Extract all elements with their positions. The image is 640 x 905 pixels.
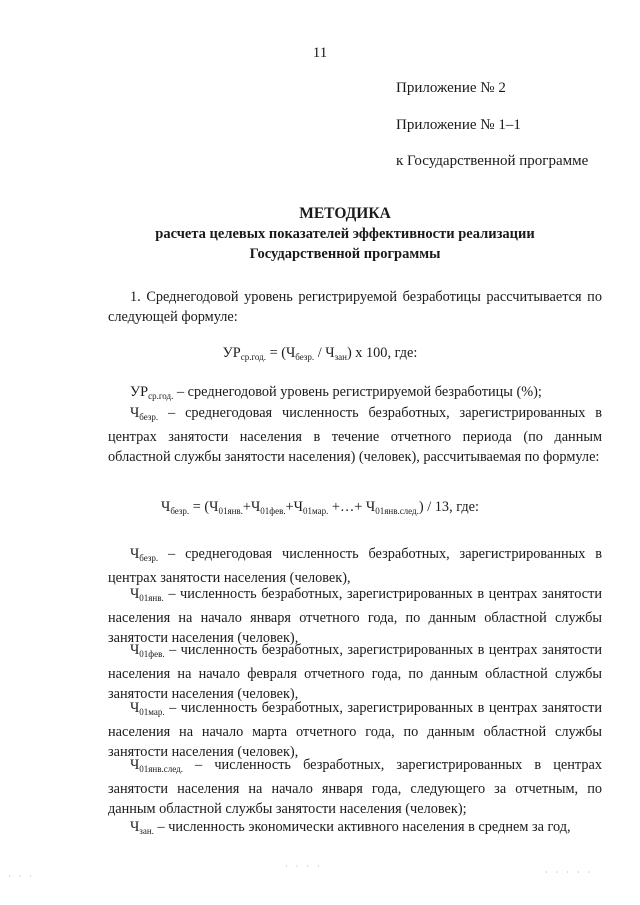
title-line-2: расчета целевых показателей эффективности реализации — [155, 226, 535, 242]
definition-ur: $УР_{ср.год.}$ – среднегодовой уровень регистрируемой безработицы (%); — [130, 384, 542, 401]
title-line-3: Государственной программы — [249, 246, 441, 262]
definition-ch-jan: $Ч_{01янв.}$ – численность безработных, зарегистрированных в центрах занятости населения на начало января отчетного года, по данным областной службы занятости населения (человек), — [108, 586, 602, 646]
scan-artifact-right: · · · · · — [545, 868, 594, 877]
definition-ch-bezr-1: $Ч_{безр.}$ – среднегодовая численность безработных, зарегистрированных в центрах занятости населения в течение отчетного периода (по данным областной службы занятости населения) (человек), рассчитываемая по формуле: — [108, 405, 602, 465]
definition-ch-mar: $Ч_{01мар.}$ – численность безработных, зарегистрированных в центрах занятости населения на начало марта отчетного года, по данным областной службы занятости населения (человек), — [108, 700, 602, 760]
formula-avg-unemployed: $Ч_{безр.} = (Ч_{01янв.}+Ч_{01фев.}+Ч_{01мар.}$ +…+ $Ч_{01янв.след.}) / 13$, где: — [161, 499, 479, 516]
formula-unemployment-rate: $УР_{ср.год.} = (Ч_{безр.} / Ч_{зан})$ х 100, где: — [222, 345, 418, 362]
definition-ch-zan: $Ч_{зан.}$ – численность экономически активного населения в среднем за год, — [130, 819, 571, 836]
scan-artifact-left: · · · — [8, 872, 35, 881]
document-title — [80, 204, 610, 264]
appendix-line-2: Приложение № 1–1 — [396, 117, 521, 133]
appendix-line-3: к Государственной программе — [396, 153, 589, 169]
definition-ch-bezr-2: $Ч_{безр.}$ – среднегодовая численность безработных, зарегистрированных в центрах занятости населения (человек), — [108, 546, 602, 586]
definition-ch-jan-next: $Ч_{01янв.след.}$ – численность безработных, зарегистрированных в центрах занятости населения на начало января года, следующего за отчетным, по данным областной службы занятости населения (человек); — [108, 757, 602, 817]
paragraph-1: 1. Среднегодовой уровень регистрируемой безработицы рассчитывается по следующей формуле: — [108, 289, 602, 325]
title-heading: МЕТОДИКА — [299, 205, 391, 222]
scan-artifact-center: · · · · — [285, 862, 323, 871]
definition-ch-feb: $Ч_{01фев.}$ – численность безработных, зарегистрированных в центрах занятости населения на начало февраля отчетного года, по данным областной службы занятости населения (человек), — [108, 642, 602, 702]
page-number: 11 — [312, 45, 328, 61]
appendix-line-1: Приложение № 2 — [396, 80, 506, 96]
